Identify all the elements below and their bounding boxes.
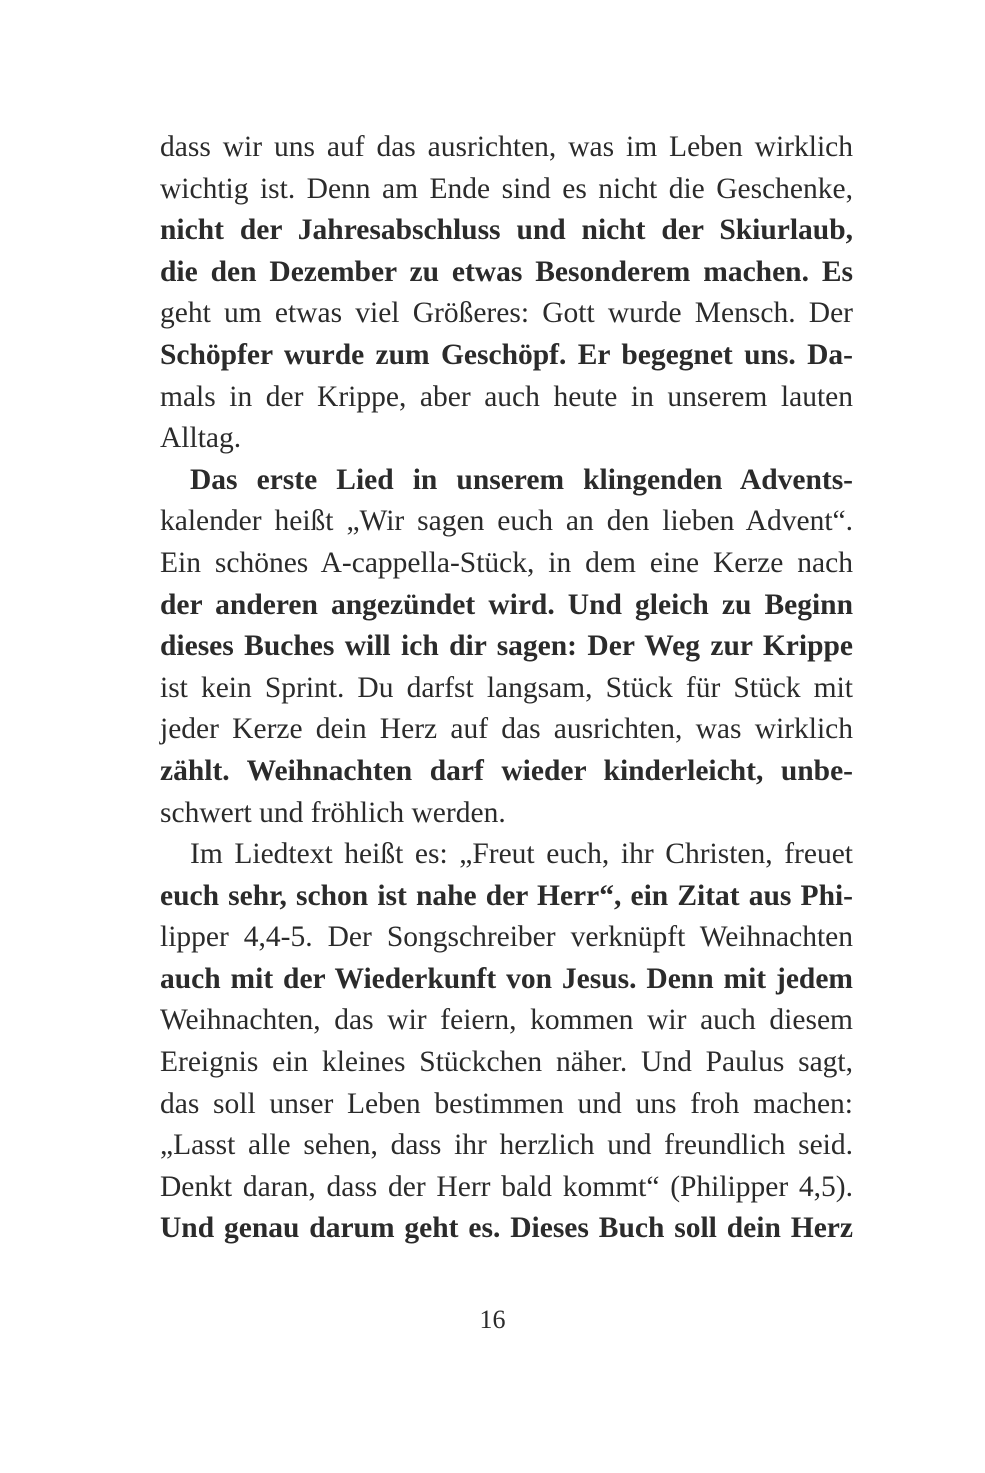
text-line: Und genau darum geht es. Dieses Buch soll dein Herz [160,1212,853,1245]
text-line: mals in der Krippe, aber auch heute in unserem lauten [160,380,853,413]
text-line: euch sehr, schon ist nahe der Herr“, ein Zitat aus Phi- [160,879,853,912]
text-line: der anderen angezündet wird. Und gleich zu Beginn [160,588,853,621]
text-line: jeder Kerze dein Herz auf das ausrichten, was wirklich [160,713,853,746]
text-line: dieses Buches will ich dir sagen: Der Weg zur Krippe [160,630,853,663]
paragraph [160,127,853,460]
text-line: die den Dezember zu etwas Besonderem machen. Es [160,255,853,288]
text-line: ist kein Sprint. Du darfst langsam, Stück für Stück mit [160,671,853,704]
text-line: schwert und fröhlich werden. [160,796,506,829]
text-line: Im Liedtext heißt es: „Freut euch, ihr Christen, freuet [190,838,853,871]
text-line: nicht der Jahresabschluss und nicht der Skiurlaub, [160,214,853,247]
text-line: „Lasst alle sehen, dass ihr herzlich und freundlich seid. [160,1129,853,1162]
page-number: 16 [479,1305,506,1334]
text-line: geht um etwas viel Größeres: Gott wurde Mensch. Der [160,297,853,330]
text-line: wichtig ist. Denn am Ende sind es nicht die Geschenke, [160,172,853,205]
text-line: Denkt daran, dass der Herr bald kommt“ (Philipper 4,5). [160,1170,853,1203]
text-line: auch mit der Wiederkunft von Jesus. Denn mit jedem [160,962,853,995]
text-line: dass wir uns auf das ausrichten, was im Leben wirklich [160,131,853,163]
text-line: das soll unser Leben bestimmen und uns froh machen: [160,1087,853,1120]
text-line: lipper 4,4-5. Der Songschreiber verknüpft Weihnachten [160,921,853,954]
text-line: Ereignis ein kleines Stückchen näher. Und Paulus sagt, [160,1046,853,1079]
body-text [160,127,853,1250]
text-line: Weihnachten, das wir feiern, kommen wir auch diesem [160,1004,853,1037]
text-line: Alltag. [160,422,242,455]
text-line: Das erste Lied in unserem klingenden Advents- [190,463,853,496]
text-line: zählt. Weihnachten darf wieder kinderleicht, unbe- [160,754,853,787]
paragraph [160,834,853,1250]
paragraph [160,460,853,834]
text-line: Ein schönes A-cappella-Stück, in dem eine Kerze nach [160,546,853,579]
text-line: Schöpfer wurde zum Geschöpf. Er begegnet uns. Da- [160,338,853,371]
text-line: kalender heißt „Wir sagen euch an den lieben Advent“. [160,505,853,538]
